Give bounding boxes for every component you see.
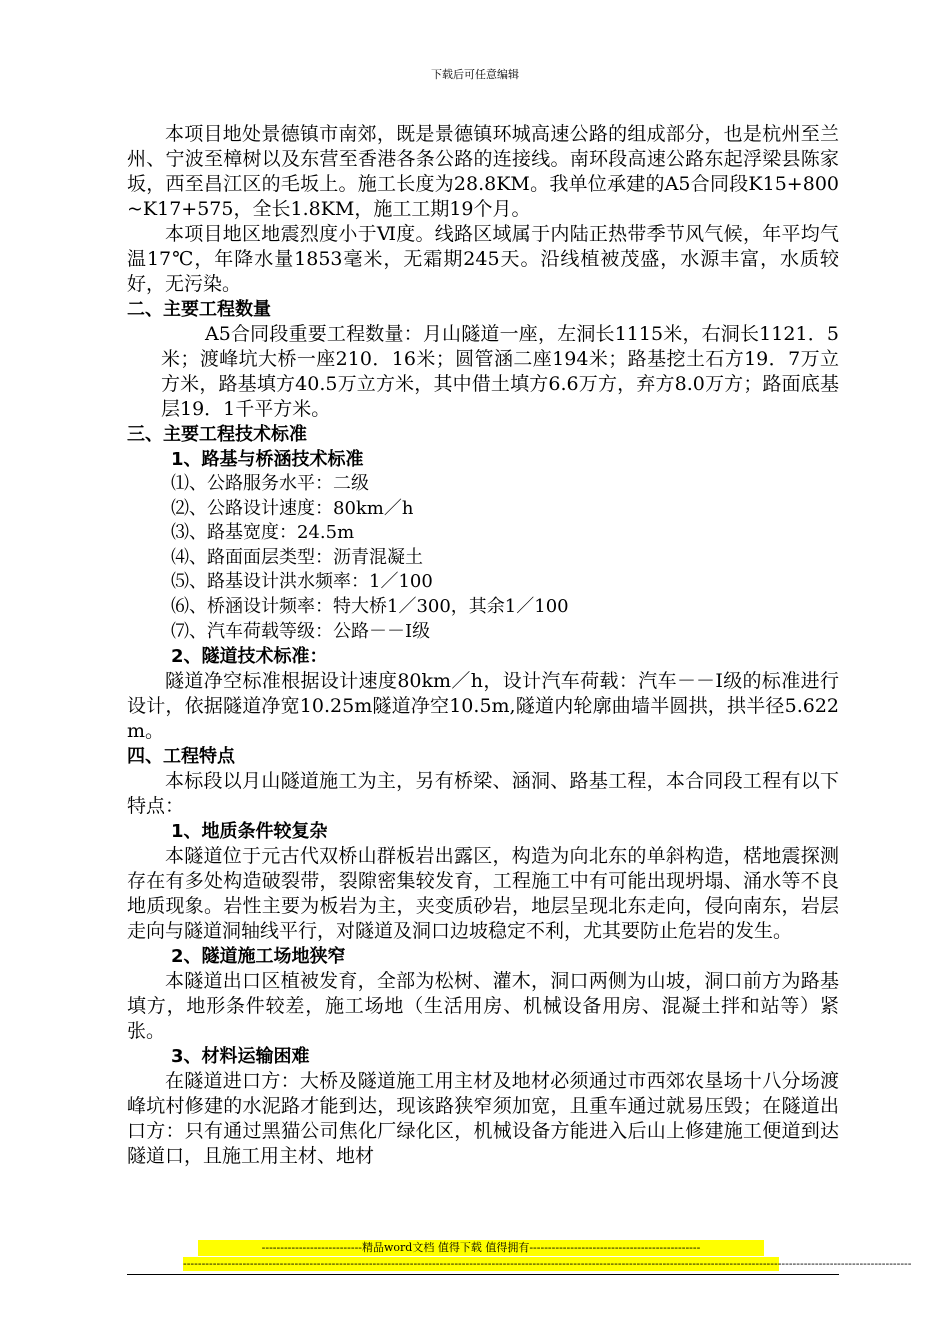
page-header-note: 下载后可任意编辑 xyxy=(431,68,519,81)
footer-rule xyxy=(127,1274,839,1275)
paragraph-site: 本隧道出口区植被发育，全部为松树、灌木，洞口两侧为山坡，洞口前方为路基填方，地形条件较差，施工场地（生活用房、机械设备用房、混凝土拌和站等）紧张。 xyxy=(127,970,839,1043)
heading-geology: 1、地质条件较复杂 xyxy=(171,821,328,843)
document-body xyxy=(127,122,839,1169)
heading-site: 2、隧道施工场地狭窄 xyxy=(171,946,346,968)
list-item: ⑶、路基宽度：24.5m xyxy=(171,522,355,544)
list-item: ⑸、路基设计洪水频率：1／100 xyxy=(171,571,433,593)
paragraph-features: 本标段以月山隧道施工为主，另有桥梁、涵洞、路基工程，本合同段工程有以下特点： xyxy=(127,770,839,818)
footer-banner: ---------------------------精品word文档 值得下载 值得拥有---------------------------------------------- xyxy=(198,1240,764,1256)
footer-dashes: ---------------------------------------------------------------------------------------------------------------------------------------------------------------------------------------------------- xyxy=(183,1257,912,1270)
heading-quantity: 二、主要工程数量 xyxy=(127,299,271,320)
paragraph-location: 本项目地处景德镇市南郊，既是景德镇环城高速公路的组成部分，也是杭州至兰州、宁波至樟树以及东营至香港各条公路的连接线。南环段高速公路东起浮梁县陈家坂，西至昌江区的毛坂上。施工长度为28.8KM。我单位承建的A5合同段K15+800~K17+575，全长1.8KM，施工工期19个月。 xyxy=(127,123,839,220)
list-item: ⑴、公路服务水平：二级 xyxy=(171,473,369,494)
heading-features: 四、工程特点 xyxy=(127,746,235,768)
list-item: ⑷、路面面层类型：沥青混凝土 xyxy=(171,546,423,568)
heading-transport: 3、材料运输困难 xyxy=(171,1046,310,1068)
heading-tunnel-standards: 2、隧道技术标准： xyxy=(171,646,328,668)
list-item: ⑹、桥涵设计频率：特大桥1／300，其余1／100 xyxy=(171,595,569,617)
paragraph-geology: 本隧道位于元古代双桥山群板岩出露区，构造为向北东的单斜构造，楛地震探测存在有多处构造破裂带，裂隙密集较发育，工程施工中有可能出现坍塌、涌水等不良地质现象。岩性主要为板岩为主，夹变质砂岩，地层呈现北东走向，侵向南东，岩层走向与隧道洞轴线平行，对隧道及洞口边坡稳定不利，尤其要防止危岩的发生。 xyxy=(127,845,839,943)
paragraph-quantity: A5合同段重要工程数量：月山隧道一座，左洞长1115米，右洞长1121．5米；渡峰坑大桥一座210．16米；圆管涵二座194米；路基挖土石方19．7万立方米，路基填方40.5万立方米，其中借土填方6.6万方，弃方8.0万方；路面底基层19．1千平方米。 xyxy=(161,323,839,420)
paragraph-climate: 本项目地区地震烈度小于Ⅵ度。线路区域属于内陆正热带季节风气候，年平均气温17℃，年降水量1853毫米，无霜期245天。沿线植被茂盛，水源丰富，水质较好，无污染。 xyxy=(127,223,839,295)
paragraph-tunnel-standards: 隧道净空标准根据设计速度80km／h，设计汽车荷载：汽车－－Ⅰ级的标准进行设计，依据隧道净宽10.25m隧道净空10.5m,隧道内轮廓曲墙半圆拱，拱半径5.622m。 xyxy=(127,670,839,743)
road-standards-list xyxy=(127,472,839,644)
heading-standards: 三、主要工程技术标准 xyxy=(127,424,307,445)
paragraph-transport: 在隧道进口方：大桥及隧道施工用主材及地材必须通过市西郊农垦场十八分场渡峰坑村修建的水泥路才能到达，现该路狭窄须加宽，且重车通过就易压毁；在隧道出口方：只有通过黑猫公司焦化厂绿化区，机械设备方能进入后山上修建施工便道到达隧道口，且施工用主材、地材 xyxy=(127,1070,839,1168)
list-item: ⑵、公路设计速度：80km／h xyxy=(171,497,414,519)
heading-road-standards: 1、路基与桥涵技术标准 xyxy=(171,449,364,470)
list-item: ⑺、汽车荷载等级：公路－－Ⅰ级 xyxy=(171,620,431,642)
